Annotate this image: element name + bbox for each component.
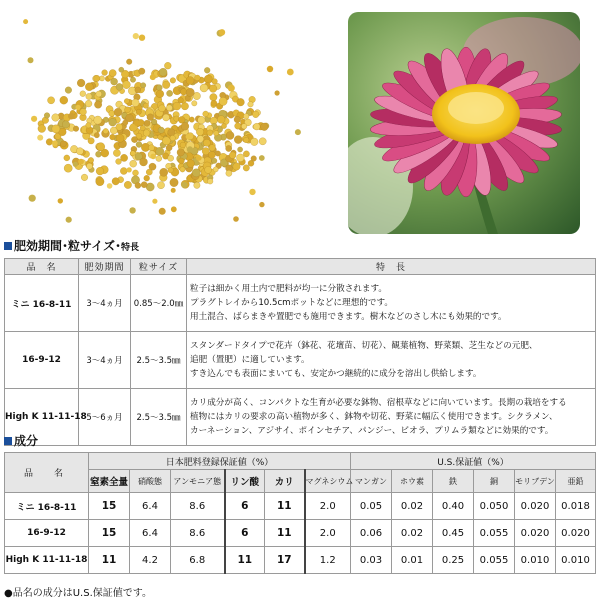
- footnote: ●品名の成分はU.S.保証値です。: [4, 588, 152, 599]
- jp-guarantee-header: 日本肥料登録保証値（%）: [89, 453, 351, 470]
- value-cell: 1.2: [305, 547, 351, 574]
- value-cell: 15: [89, 493, 130, 520]
- value-cell: 0.02: [392, 493, 433, 520]
- features-text: カリ成分が高く、コンパクトな生育が必要な鉢物、宿根草などに向いています。長期の栽培をする 植物にはカリの要求の高い植物が多く、鉢物や切花、野菜に幅広く使用できます。シクラメン、 カーネーション、アジサイ、ポインセチア、パンジー、ビオラ、プリムラ類などに効果的です。: [187, 389, 596, 446]
- value-cell: 0.010: [556, 547, 596, 574]
- effect-period: 3〜4ヵ月: [79, 275, 131, 332]
- col-header-copper: 銅: [474, 470, 515, 493]
- value-cell: 6: [225, 520, 265, 547]
- col-header-magnesium: マグネシウム: [305, 470, 351, 493]
- col-header-period: 肥効期間: [79, 259, 131, 275]
- features-text: スタンダードタイプで花卉（鉢花、花壇苗、切花）、観葉植物、野菜類、芝生などの元肥、 追肥（置肥）に適しています。 すき込んでも表面にまいても、安定かつ継続的に成分を溶出し供給します。: [187, 332, 596, 389]
- heading-square-icon: [4, 242, 12, 250]
- value-cell: 6.8: [171, 547, 225, 574]
- product-name: ミニ 16-8-11: [5, 493, 89, 520]
- table-row: [5, 332, 596, 389]
- value-cell: 0.020: [515, 520, 556, 547]
- value-cell: 0.05: [351, 493, 392, 520]
- table-row: [5, 275, 596, 332]
- product-name: High K 11-11-18: [5, 547, 89, 574]
- value-cell: 11: [265, 493, 305, 520]
- col-header-nitrate: 硝酸態: [130, 470, 171, 493]
- us-guarantee-header: U.S.保証値（%）: [351, 453, 596, 470]
- value-cell: 6.4: [130, 493, 171, 520]
- fertilizer-granules-photo: [0, 0, 320, 232]
- value-cell: 0.01: [392, 547, 433, 574]
- value-cell: 0.06: [351, 520, 392, 547]
- product-name: 16-9-12: [5, 520, 89, 547]
- value-cell: 8.6: [171, 520, 225, 547]
- table-row: [5, 389, 596, 446]
- product-name: High K 11-11-18: [5, 389, 79, 446]
- col-header-zinc: 亜鉛: [556, 470, 596, 493]
- col-header-potash: カリ: [265, 470, 305, 493]
- value-cell: 0.25: [433, 547, 474, 574]
- value-cell: 6: [225, 493, 265, 520]
- col-header-features: 特 長: [187, 259, 596, 275]
- granule-size: 2.5〜3.5㎜: [131, 332, 187, 389]
- table-row: [5, 547, 596, 574]
- value-cell: 11: [265, 520, 305, 547]
- value-cell: 0.010: [515, 547, 556, 574]
- col-header-phosphate: リン酸: [225, 470, 265, 493]
- value-cell: 4.2: [130, 547, 171, 574]
- composition-table: [4, 452, 596, 574]
- col-header-size: 粒サイズ: [131, 259, 187, 275]
- value-cell: 0.055: [474, 547, 515, 574]
- value-cell: 0.02: [392, 520, 433, 547]
- table-row: [5, 520, 596, 547]
- table-row: [5, 493, 596, 520]
- col-header-ammonium: アンモニア態: [171, 470, 225, 493]
- value-cell: 0.020: [556, 520, 596, 547]
- effect-period: 3〜4ヵ月: [79, 332, 131, 389]
- value-cell: 6.4: [130, 520, 171, 547]
- value-cell: 0.45: [433, 520, 474, 547]
- col-header-iron: 鉄: [433, 470, 474, 493]
- heading-square-icon: [4, 437, 12, 445]
- value-cell: 11: [225, 547, 265, 574]
- granule-size: 0.85〜2.0㎜: [131, 275, 187, 332]
- value-cell: 8.6: [171, 493, 225, 520]
- col-header-manganese: マンガン: [351, 470, 392, 493]
- col-header-name: 品 名: [5, 259, 79, 275]
- features-text: 粒子は細かく用土内で肥料が均一に分散されます。 プラグトレイから10.5cmポットなどに理想的です。 用土混合、ばらまきや置肥でも施用できます。樹木などのさし木にも効果的です。: [187, 275, 596, 332]
- product-name: ミニ 16-8-11: [5, 275, 79, 332]
- value-cell: 15: [89, 520, 130, 547]
- value-cell: 17: [265, 547, 305, 574]
- value-cell: 0.050: [474, 493, 515, 520]
- product-name: 16-9-12: [5, 332, 79, 389]
- col-header-molybdenum: モリブデン: [515, 470, 556, 493]
- value-cell: 0.055: [474, 520, 515, 547]
- col-header-total-nitrogen: 窒素全量: [89, 470, 130, 493]
- col-header-name: 品 名: [5, 453, 89, 493]
- value-cell: 11: [89, 547, 130, 574]
- features-table: [4, 258, 596, 446]
- strawflower-photo: [348, 12, 580, 234]
- effect-period: 5〜6ヵ月: [79, 389, 131, 446]
- value-cell: 2.0: [305, 520, 351, 547]
- section-title-composition: 成分: [4, 432, 38, 449]
- value-cell: 0.018: [556, 493, 596, 520]
- value-cell: 0.020: [515, 493, 556, 520]
- col-header-boron: ホウ素: [392, 470, 433, 493]
- value-cell: 2.0: [305, 493, 351, 520]
- granule-size: 2.5〜3.5㎜: [131, 389, 187, 446]
- value-cell: 0.40: [433, 493, 474, 520]
- value-cell: 0.03: [351, 547, 392, 574]
- section-title-features: 肥効期間･粒サイズ･特長: [4, 237, 139, 254]
